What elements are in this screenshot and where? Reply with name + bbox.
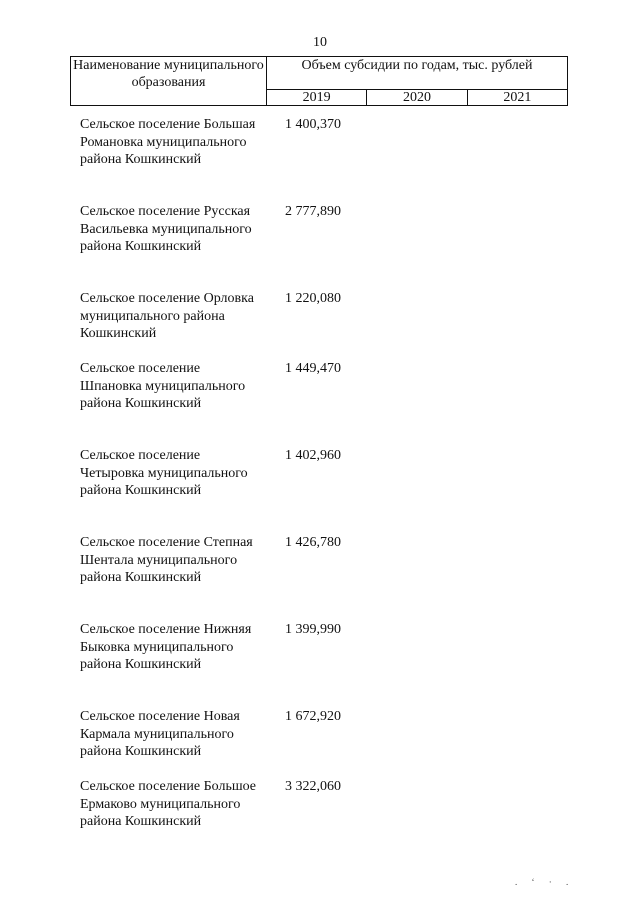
table-row (80, 778, 560, 865)
table-body (80, 116, 560, 865)
header-year-2020: 2020 (366, 90, 466, 105)
row-name: Сельское поселение Новая Кармала муниципального района Кошкинский (80, 709, 240, 759)
table-row (80, 708, 560, 778)
table-row (80, 203, 560, 290)
row-name: Сельское поселение Степная Шентала муниципального района Кошкинский (80, 535, 253, 585)
table-row (80, 534, 560, 621)
row-name: Сельское поселение Шпановка муниципального района Кошкинский (80, 361, 246, 411)
header-year-2019: 2019 (302, 90, 331, 105)
row-name: Сельское поселение Большое Ермаково муниципального района Кошкинский (80, 779, 257, 829)
row-name: Сельское поселение Четыровка муниципального района Кошкинский (80, 448, 248, 498)
row-value-2019: 1 402,960 (285, 448, 341, 463)
row-value-2019: 1 672,920 (285, 709, 341, 724)
header-year-2021: 2021 (467, 90, 567, 105)
page-number: 10 (313, 35, 327, 50)
scan-specks: . ‘ · . (515, 877, 575, 887)
table-row (80, 290, 560, 360)
row-value-2019: 1 449,470 (285, 361, 341, 376)
table-header (70, 56, 568, 106)
table-row (80, 621, 560, 708)
row-name: Сельское поселение Большая Романовка муниципального района Кошкинский (80, 117, 256, 167)
header-years (267, 90, 567, 105)
row-value-2019: 2 777,890 (285, 204, 341, 219)
table-row (80, 447, 560, 534)
table-row (80, 360, 560, 447)
row-value-2019: 1 399,990 (285, 622, 341, 637)
table-row (80, 116, 560, 203)
row-value-2019: 3 322,060 (285, 779, 341, 794)
row-value-2019: 1 426,780 (285, 535, 341, 550)
row-name: Сельское поселение Орловка муниципального района Кошкинский (80, 291, 254, 341)
row-value-2019: 1 400,370 (285, 117, 341, 132)
row-name: Сельское поселение Русская Васильевка муниципального района Кошкинский (80, 204, 252, 254)
header-name-column: Наименование муниципального образования (71, 57, 267, 105)
row-name: Сельское поселение Нижняя Быковка муниципального района Кошкинский (80, 622, 252, 672)
row-value-2019: 1 220,080 (285, 291, 341, 306)
header-volume-column: Объем субсидии по годам, тыс. рублей (267, 57, 567, 90)
